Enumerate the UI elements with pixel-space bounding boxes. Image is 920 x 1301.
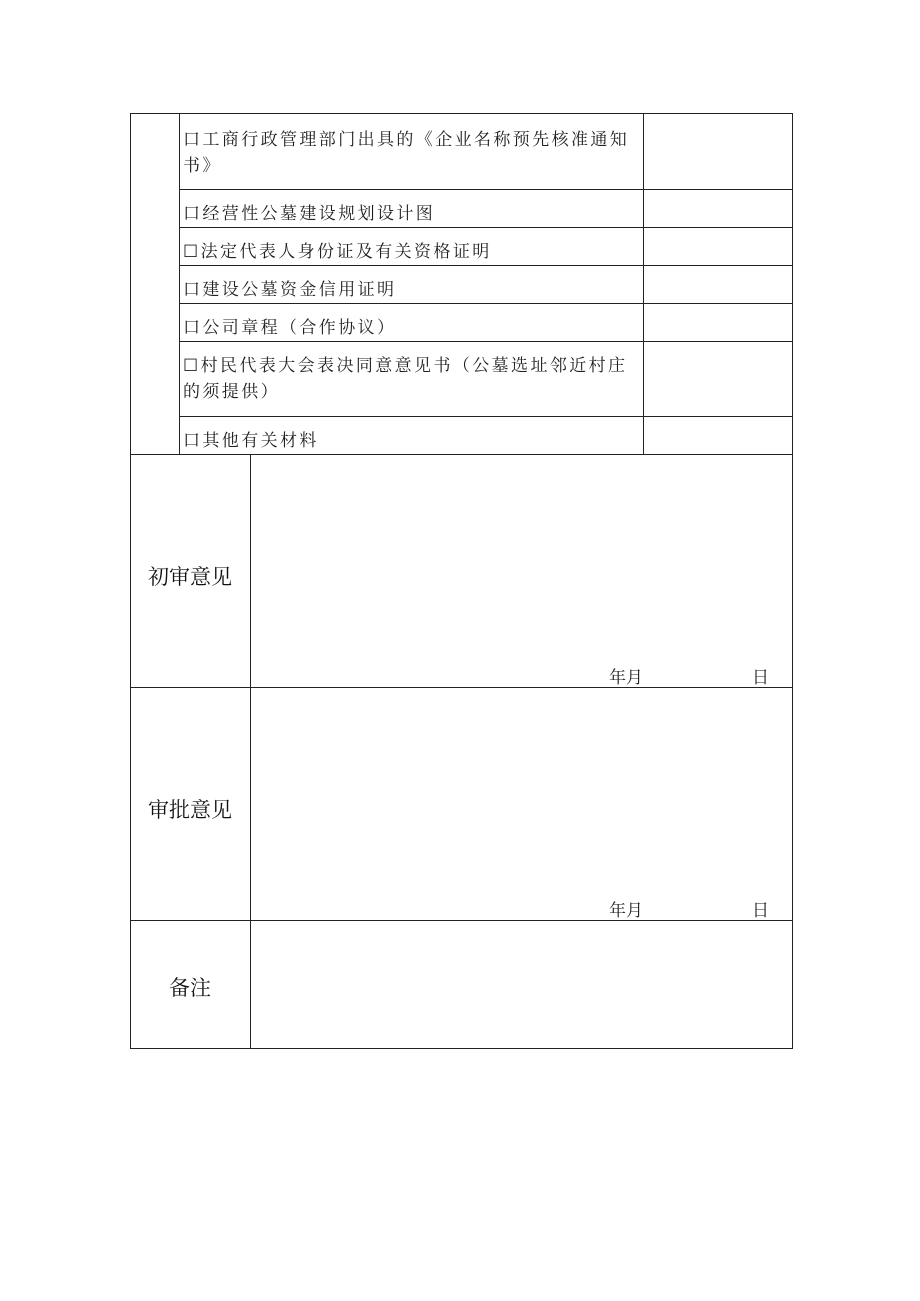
approval-year-month: 年月 — [609, 901, 643, 921]
check-column-divider — [643, 113, 644, 454]
section-divider — [130, 454, 793, 455]
table-bottom-border — [130, 1048, 793, 1049]
material-item-fund-credit-proof: 口建设公墓资金信用证明 — [183, 280, 397, 300]
approval-label: 审批意见 — [148, 798, 232, 822]
initial-review-day: 日 — [752, 668, 769, 688]
row-divider — [179, 227, 793, 228]
row-divider — [179, 416, 793, 417]
label-column-divider — [250, 454, 251, 1049]
approval-day: 日 — [752, 901, 769, 921]
material-item-legal-representative-id: ☐法定代表人身份证及有关资格证明 — [183, 242, 492, 262]
row-divider — [179, 189, 793, 190]
remarks-label: 备注 — [169, 976, 211, 1000]
material-item-cemetery-plan: 口经营性公墓建设规划设计图 — [183, 204, 436, 224]
table-right-border — [792, 113, 793, 1049]
row-divider — [179, 303, 793, 304]
row-divider — [179, 341, 793, 342]
section-divider — [130, 920, 793, 921]
initial-review-label: 初审意见 — [148, 565, 232, 589]
material-item-company-charter: 口公司章程（合作协议） — [183, 318, 397, 338]
material-item-village-consent: ☐村民代表大会表决同意意见书（公墓选址邻近村庄的须提供） — [183, 356, 628, 402]
section-divider — [130, 687, 793, 688]
materials-column-divider — [179, 113, 180, 454]
row-divider — [179, 265, 793, 266]
initial-review-year-month: 年月 — [609, 668, 643, 688]
material-item-business-name-notice: 口工商行政管理部门出具的《企业名称预先核准通知书》 — [183, 130, 630, 176]
table-top-border — [130, 113, 793, 114]
material-item-other: 口其他有关材料 — [183, 431, 319, 451]
